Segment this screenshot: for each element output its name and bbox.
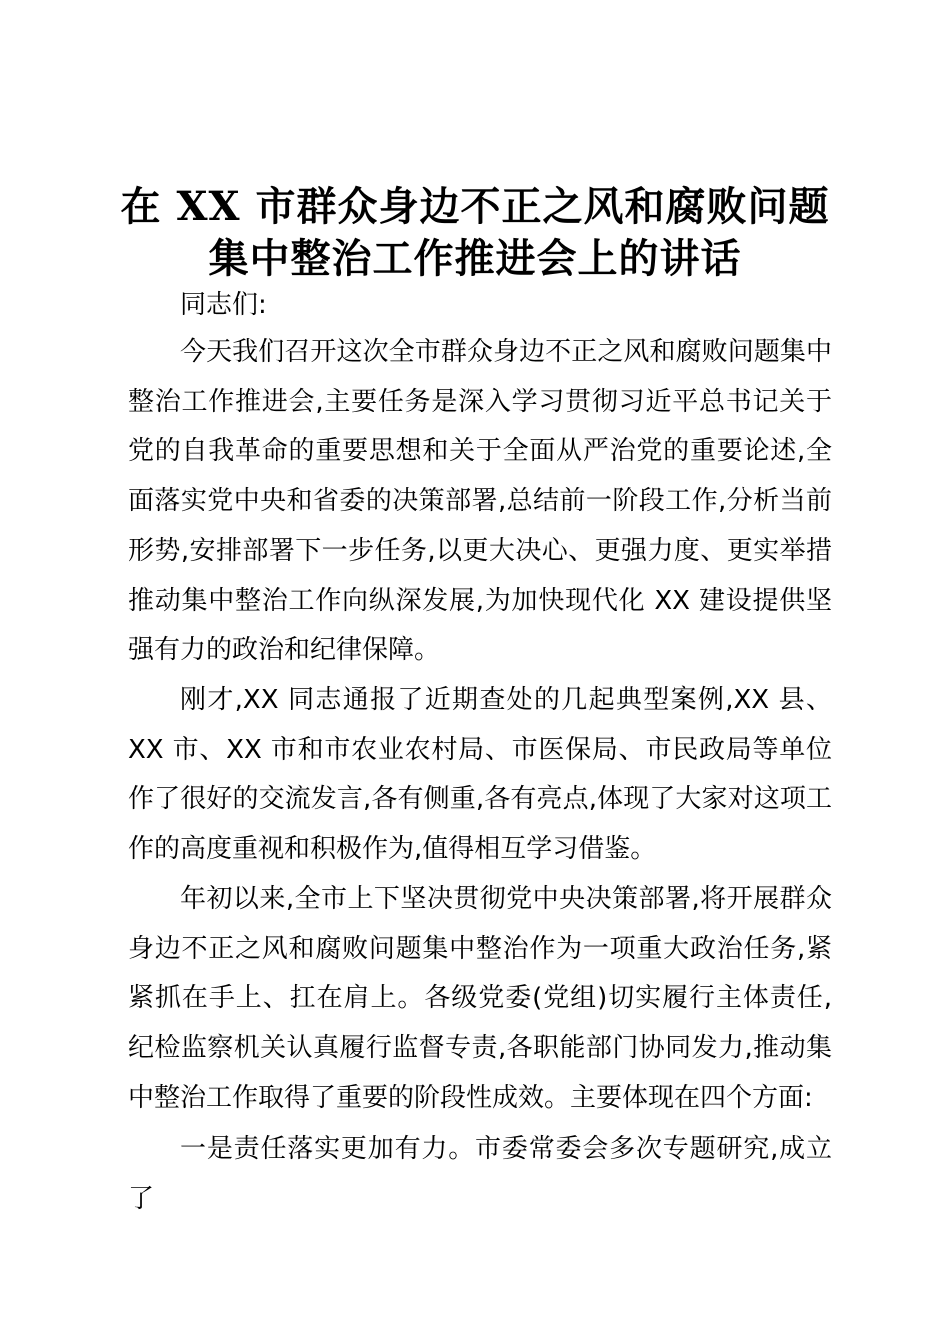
paragraph-point-one: 一是责任落实更加有力。市委常委会多次专题研究,成立了 [128,1134,832,1214]
document-title-line-2: 集中整治工作推进会上的讲话 [208,235,742,282]
paragraph-opening: 今天我们召开这次全市群众身边不正之风和腐败问题集中整治工作推进会,主要任务是深入学习贯彻习近平总书记关于党的自我革命的重要思想和关于全面从严治党的重要论述,全面落实党中央和省委的决策部署,总结前一阶段工作,分析当前形势,安排部署下一步任务,以更大决心、更强力度、更实举措推动集中整治工作向纵深发展,为加快现代化 XX 建设提供坚强有力的政治和纪律保障。 [128,337,832,666]
salutation: 同志们: [180,290,267,320]
paragraph-progress-summary: 年初以来,全市上下坚决贯彻党中央决策部署,将开展群众身边不正之风和腐败问题集中整治作为一项重大政治任务,紧紧抓在手上、扛在肩上。各级党委(党组)切实履行主体责任,纪检监察机关认真履行监督专责,各职能部门协同发力,推动集中整治工作取得了重要的阶段性成效。主要体现在四个方面: [128,884,832,1113]
paragraph-exchange-remarks: 刚才,XX 同志通报了近期查处的几起典型案例,XX 县、XX 市、XX 市和市农业农村局、市医保局、市民政局等单位作了很好的交流发言,各有侧重,各有亮点,体现了大家对这项工作的高度重视和积极作为,值得相互学习借鉴。 [128,685,832,865]
document-title-line-1: 在 XX 市群众身边不正之风和腐败问题 [120,183,830,230]
